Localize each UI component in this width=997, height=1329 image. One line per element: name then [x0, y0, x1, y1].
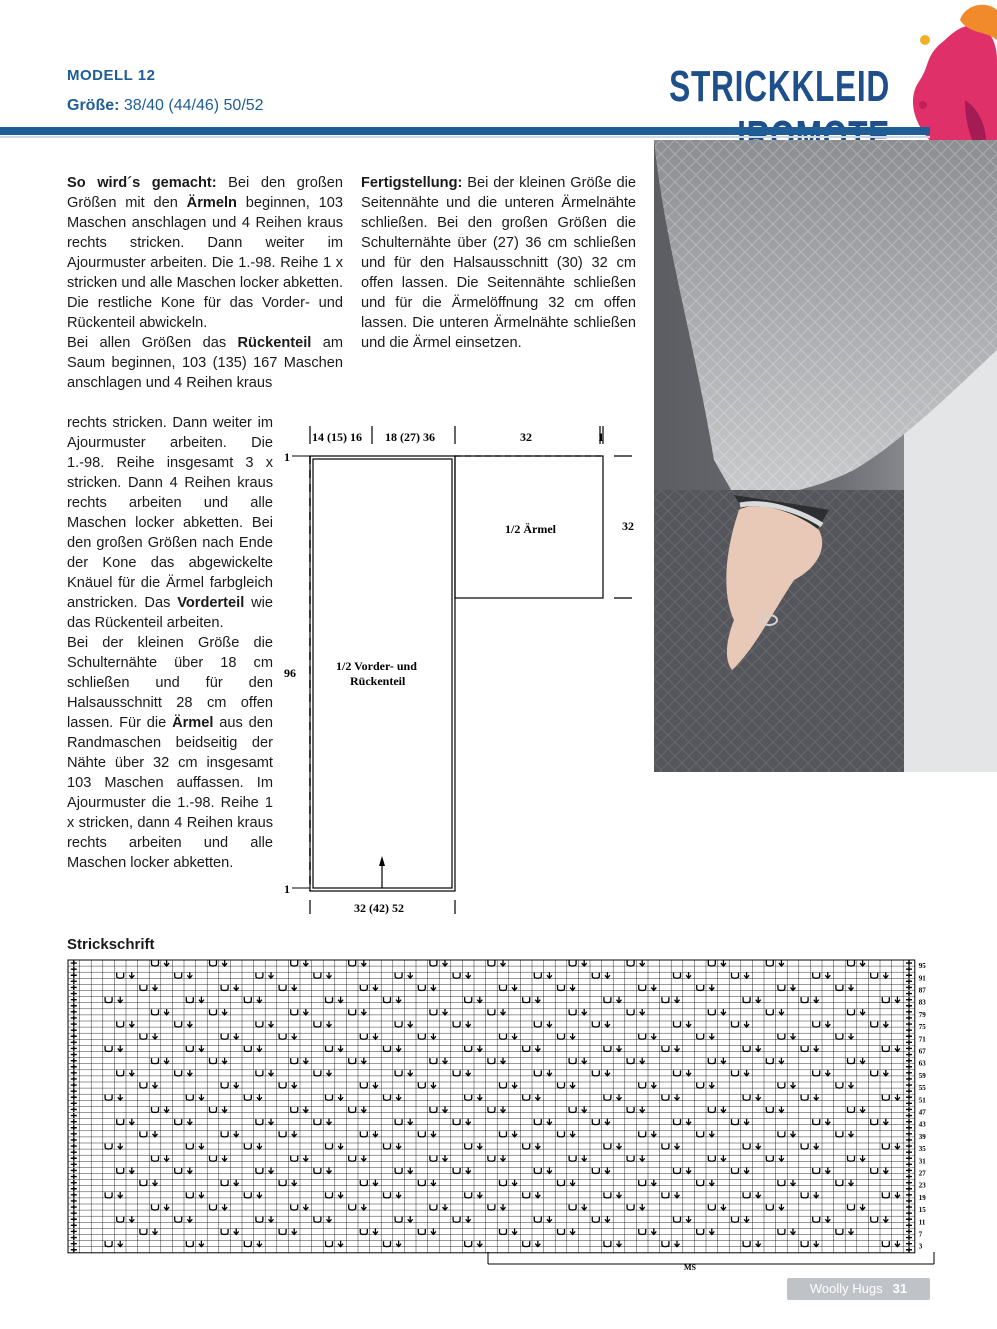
dim-shoulder: 18 (27) 36: [385, 430, 435, 444]
dim-sleeve-height: 32: [622, 519, 634, 533]
finishing-lead: Fertigstellung:: [361, 175, 463, 191]
chart-row-numbers: [919, 962, 927, 1251]
row-number: 7: [918, 1230, 923, 1239]
instructions-text: aus den Randmaschen beidseitig der Nähte über 32 cm insgesamt 103 Maschen auffassen. Im Ajourmuster die 1.-98. Reihe 1 x stricken, dann 4 Reihen kraus rechts arbeiten und alle Maschen locker abketten.: [67, 715, 273, 871]
page-title: STRICKKLEID: [669, 62, 890, 111]
knitting-chart: [64, 956, 964, 1271]
row-number: 83: [918, 998, 926, 1007]
row-number: 91: [918, 974, 926, 983]
page-number: 31: [892, 1281, 908, 1296]
row-number: 79: [918, 1010, 926, 1019]
row-number: 43: [918, 1120, 926, 1129]
row-number: 63: [918, 1059, 926, 1068]
model-number: MODELL 12: [67, 67, 156, 84]
row-number: 31: [918, 1157, 926, 1166]
row-number: 95: [918, 962, 926, 971]
size-values: 38/40 (44/46) 50/52: [123, 97, 264, 114]
instructions-text: wie das Rückenteil arbeiten.: [67, 595, 273, 631]
finishing-text: Bei der kleinen Größe die Seitennähte und die unteren Ärmelnähte schließen. Bei den großen Größen die Schulternähte über (27) 36 cm schließen und für den Halsausschnitt (30) 32 cm offen lassen. Die Seitennähte schließen und für die Ärmelöffnung 32 cm offen lassen. Die unteren Ärmelnähte schließen und die Ärmel einsetzen.: [361, 175, 636, 351]
model-photo: [654, 140, 997, 772]
instructions-emphasis: Vorderteil: [177, 595, 245, 611]
instructions-emphasis: Ärmeln: [186, 195, 237, 211]
instructions-text: am Saum beginnen, 103 (135) 167 Maschen anschlagen und 4 Reihen kraus: [67, 335, 343, 391]
instructions-emphasis: Rückenteil: [237, 335, 312, 351]
row-number: 55: [918, 1084, 926, 1093]
instructions-emphasis: Ärmel: [172, 715, 214, 731]
row-number: 3: [918, 1242, 923, 1251]
row-number: 67: [918, 1047, 926, 1056]
instructions-text: Bei den großen Größen mit den: [67, 175, 343, 211]
row-number: 11: [918, 1218, 926, 1227]
edge-mark-top: 1: [284, 450, 290, 464]
repeat-label: MS: [684, 1263, 696, 1271]
garment-schematic: [280, 420, 650, 920]
instructions-text: Bei der kleinen Größe die Schulternähte über 18 cm schließen und für den Halsausschnitt 28 cm offen lassen. Für die: [67, 635, 273, 731]
dim-edge: 1: [598, 430, 604, 444]
row-number: 35: [918, 1145, 926, 1154]
instructions-lead: So wird´s gemacht:: [67, 175, 217, 191]
page-footer: [787, 1278, 930, 1300]
row-number: 27: [918, 1169, 926, 1178]
row-number: 51: [918, 1096, 926, 1105]
instructions-text: rechts stricken. Dann weiter im Ajourmuster arbeiten. Die 1.-98. Reihe insgesamt 3 x stricken. Dann 4 Reihen kraus rechts arbeiten und alle Maschen locker abketten. Bei den großen Größen nach Ende der Kone das abgewickelte Knäuel für die Ärmel farbgleich anstricken. Das: [67, 415, 273, 611]
instructions-text: beginnen, 103 Maschen anschlagen und 4 Reihen kraus rechts stricken. Dann weiter im Ajourmuster arbeiten. Die 1.-98. Reihe 1 x stricken und alle Maschen locker abketten. Die restliche Kone für das Vorder- und Rückenteil abwickeln.: [67, 195, 343, 331]
row-number: 47: [918, 1108, 926, 1117]
sleeve-label: 1/2 Ärmel: [505, 522, 556, 536]
row-number: 75: [918, 1023, 926, 1032]
row-number: 15: [918, 1206, 926, 1215]
dim-neck: 14 (15) 16: [312, 430, 362, 444]
dim-body-height: 96: [284, 666, 296, 680]
row-number: 59: [918, 1071, 926, 1080]
instructions-text: Bei allen Größen das: [67, 335, 238, 351]
chart-title: Strickschrift: [67, 936, 155, 953]
instructions-column-1-continued: [67, 413, 273, 873]
dim-body-width: 32 (42) 52: [354, 901, 404, 915]
dim-sleeve-length: 32: [520, 430, 532, 444]
header-rule: [0, 127, 930, 135]
instructions-column-1: [67, 173, 343, 393]
size-label: Größe:: [67, 97, 120, 114]
row-number: 71: [918, 1035, 926, 1044]
chart-grid: [68, 960, 915, 1253]
size-line: [67, 97, 264, 115]
edge-mark-bottom: 1: [284, 882, 290, 896]
instructions-column-2: [361, 173, 636, 353]
header-rule-shadow: [0, 136, 930, 138]
magazine-name: Woolly Hugs: [809, 1281, 883, 1296]
body-label-line-1: 1/2 Vorder- und: [336, 659, 417, 673]
row-number: 39: [918, 1132, 926, 1141]
body-label-line-2: Rückenteil: [350, 674, 406, 688]
row-number: 87: [918, 986, 926, 995]
row-number: 19: [918, 1193, 926, 1202]
row-number: 23: [918, 1181, 926, 1190]
